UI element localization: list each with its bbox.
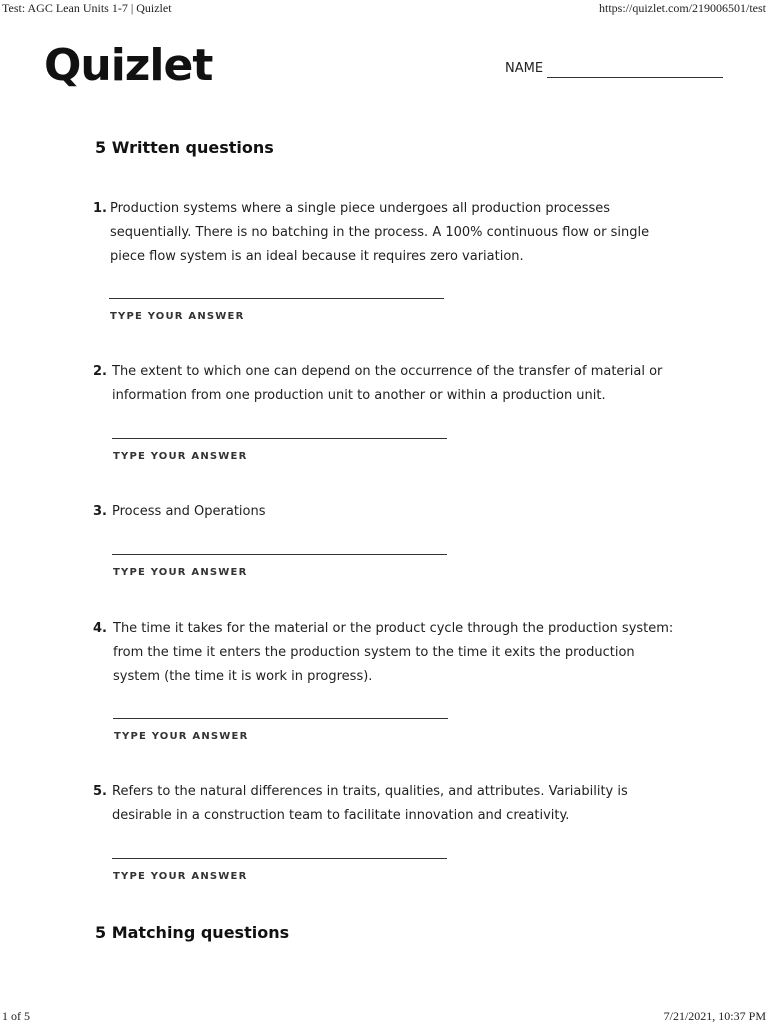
answer-label-4: TYPE YOUR ANSWER xyxy=(114,731,249,742)
name-label: NAME xyxy=(505,61,544,76)
print-header xyxy=(0,0,768,16)
question-2 xyxy=(93,360,683,410)
print-footer xyxy=(0,1008,768,1024)
question-1 xyxy=(93,197,683,277)
print-timestamp: 7/21/2021, 10:37 PM xyxy=(663,1009,766,1023)
question-3 xyxy=(93,500,683,526)
question-text: Refers to the natural differences in traits, qualities, and attributes. Variability is desirable in a construction team to facilitate innovation and creativity. xyxy=(112,784,628,823)
question-number: 2. xyxy=(93,364,107,379)
answer-line-5[interactable] xyxy=(112,858,447,859)
question-number: 5. xyxy=(93,784,107,799)
question-text: Process and Operations xyxy=(112,504,266,519)
page-count: 1 of 5 xyxy=(2,1009,30,1023)
answer-line-1[interactable] xyxy=(109,298,444,299)
print-header-url[interactable]: https://quizlet.com/219006501/test xyxy=(599,1,766,15)
question-text: The extent to which one can depend on the occurrence of the transfer of material or information from one production unit to another or within a production unit. xyxy=(112,364,663,403)
question-4 xyxy=(93,617,683,692)
question-number: 1. xyxy=(93,201,107,216)
written-questions-title: 5 Written questions xyxy=(95,138,274,157)
question-text: Production systems where a single piece undergoes all production processes sequentially. There is no batching in the process. A 100% continuous flow or single piece flow system is an ideal because it requires zero variation. xyxy=(110,201,650,264)
answer-line-4[interactable] xyxy=(113,718,448,719)
question-number: 4. xyxy=(93,621,107,636)
answer-line-2[interactable] xyxy=(112,438,447,439)
answer-label-3: TYPE YOUR ANSWER xyxy=(113,567,248,578)
answer-label-1: TYPE YOUR ANSWER xyxy=(110,311,245,322)
name-underline xyxy=(547,77,723,78)
question-text: The time it takes for the material or the product cycle through the production system: from the time it enters the production system to the time it exits the production system (the time it is work in progress). xyxy=(113,621,674,684)
answer-line-3[interactable] xyxy=(112,554,447,555)
name-field xyxy=(505,61,725,81)
answer-label-5: TYPE YOUR ANSWER xyxy=(113,871,248,882)
question-number: 3. xyxy=(93,504,107,519)
matching-questions-title: 5 Matching questions xyxy=(95,923,290,942)
question-5 xyxy=(93,780,683,830)
answer-label-2: TYPE YOUR ANSWER xyxy=(113,451,248,462)
quizlet-logo: Quizlet xyxy=(44,40,213,91)
print-header-title: Test: AGC Lean Units 1-7 | Quizlet xyxy=(2,1,172,15)
